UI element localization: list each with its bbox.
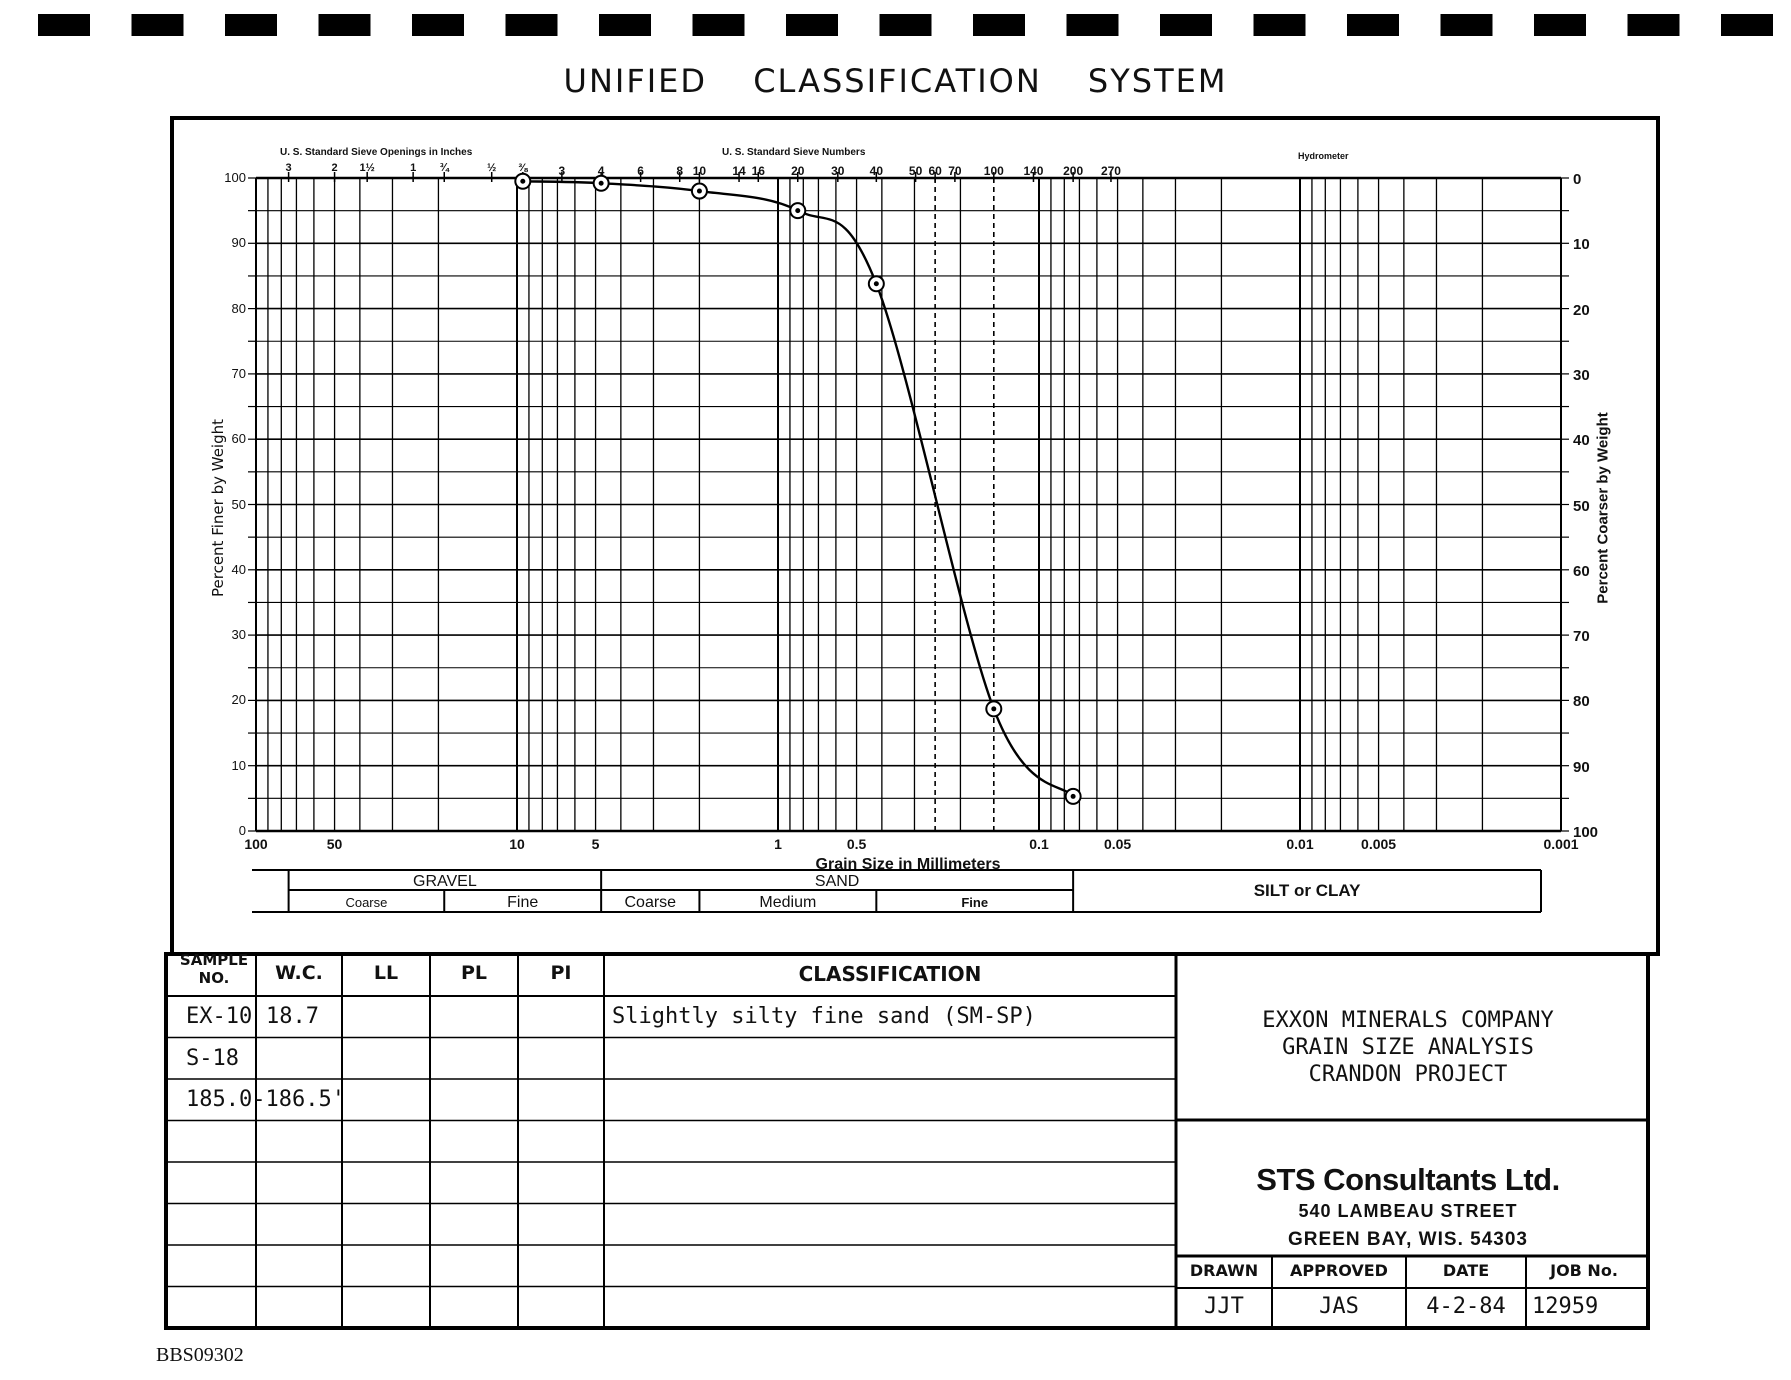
inch-sieve-label: ⅜: [518, 162, 528, 174]
header-wc: W.C.: [275, 962, 323, 984]
header-pi: PI: [550, 962, 572, 984]
inches-axis-title: U. S. Standard Sieve Openings in Inches: [280, 147, 473, 158]
y-tick-label: 60: [231, 431, 246, 447]
sieve-number-label: 100: [983, 164, 1004, 178]
drawn-value: JJT: [1204, 1294, 1244, 1319]
hydrometer-axis-title: Hydrometer: [1298, 151, 1349, 161]
gravel-fine-label: Fine: [507, 894, 539, 911]
y-right-tick-label: 20: [1573, 301, 1590, 319]
gravel-label: GRAVEL: [413, 873, 477, 890]
classification-value: Slightly silty fine sand (SM-SP): [612, 1004, 1036, 1029]
consultant-name: STS Consultants Ltd.: [1256, 1162, 1560, 1197]
x-tick-label: 5: [591, 836, 600, 852]
sieve-number-label: 50: [908, 164, 923, 178]
inch-sieve-label: 1: [410, 162, 417, 174]
x-tick-label: 0.001: [1543, 836, 1579, 852]
header-pl: PL: [460, 962, 488, 984]
sand-coarse-label: Coarse: [624, 894, 677, 911]
y-tick-label: 90: [231, 235, 246, 251]
data-point-dot: [599, 181, 604, 186]
header-ll: LL: [373, 962, 399, 984]
date-value: 4-2-84: [1426, 1294, 1506, 1319]
data-point-dot: [795, 208, 800, 213]
data-point-dot: [520, 179, 525, 184]
y-tick-label: 30: [231, 627, 246, 643]
water-content-value: 18.7: [266, 1004, 319, 1029]
sieve-number-label: 10: [692, 164, 707, 178]
sieve-number-label: 8: [676, 164, 684, 178]
inch-sieve-label: 3: [285, 162, 292, 174]
page-title: UNIFIED CLASSIFICATION SYSTEM: [563, 62, 1228, 100]
x-tick-label: 1: [774, 836, 782, 852]
inch-sieve-label: ½: [487, 162, 497, 174]
x-tick-label: 0.1: [1029, 836, 1049, 852]
y-axis-title: Percent Finer by Weight: [209, 418, 227, 598]
sieve-number-label: 40: [869, 164, 884, 178]
project-analysis: GRAIN SIZE ANALYSIS: [1282, 1035, 1534, 1060]
sand-label: SAND: [814, 873, 860, 890]
x-tick-label: 0.05: [1103, 836, 1132, 852]
header-classification: CLASSIFICATION: [798, 962, 982, 986]
sand-medium-label: Medium: [759, 894, 817, 911]
x-tick-label: 0.005: [1361, 836, 1397, 852]
document-id: BBS09302: [156, 1344, 244, 1366]
sieve-number-label: 30: [831, 164, 845, 178]
sieves-axis-title: U. S. Standard Sieve Numbers: [722, 147, 866, 158]
data-point-dot: [874, 281, 879, 286]
sieve-number-label: 70: [948, 164, 962, 178]
sieve-number-label: 3: [558, 164, 566, 178]
y-tick-label: 0: [238, 823, 246, 838]
header-drawn: DRAWN: [1189, 1261, 1259, 1280]
y-tick-label: 40: [231, 561, 246, 577]
y-right-tick-label: 100: [1573, 824, 1599, 841]
project-company: EXXON MINERALS COMPANY: [1262, 1008, 1554, 1033]
y-right-tick-label: 0: [1573, 171, 1582, 188]
y-right-tick-label: 30: [1573, 366, 1590, 384]
sieve-number-label: 20: [791, 164, 805, 178]
y-right-tick-label: 50: [1573, 497, 1590, 515]
header-sample: SAMPLE NO.: [179, 951, 249, 987]
y-tick-label: 80: [231, 300, 246, 316]
data-point-dot: [697, 189, 702, 194]
sieve-number-label: 200: [1063, 164, 1084, 178]
consultant-city: GREEN BAY, WIS. 54303: [1288, 1229, 1528, 1250]
job-value: 12959: [1532, 1294, 1599, 1319]
y-right-tick-label: 90: [1573, 758, 1590, 776]
sample-line-1: EX-10: [186, 1004, 253, 1029]
sieve-number-label: 270: [1100, 164, 1121, 178]
y-right-tick-label: 40: [1573, 432, 1590, 450]
sand-fine-label: Fine: [961, 895, 989, 910]
y-right-tick-label: 10: [1573, 236, 1590, 254]
x-tick-label: 50: [326, 836, 343, 852]
silt-clay-label: SILT or CLAY: [1253, 881, 1361, 900]
sieve-number-label: 4: [597, 164, 605, 178]
y-tick-label: 10: [231, 757, 246, 773]
sieve-number-label: 16: [751, 164, 765, 178]
consultant-street: 540 LAMBEAU STREET: [1298, 1201, 1518, 1221]
y-tick-label: 20: [231, 692, 246, 708]
y-tick-label: 50: [231, 496, 246, 512]
x-tick-label: 0.01: [1286, 836, 1314, 852]
data-point-dot: [1071, 794, 1076, 799]
inch-sieve-label: 2: [331, 162, 338, 174]
y-right-tick-label: 70: [1573, 628, 1590, 646]
y-right-tick-label: 80: [1573, 693, 1590, 711]
y-tick-label: 100: [224, 170, 246, 185]
x-tick-label: 0.5: [846, 836, 867, 852]
x-tick-label: 100: [244, 836, 268, 852]
sieve-number-label: 6: [637, 164, 644, 178]
sieve-number-label: 60: [928, 164, 942, 178]
x-tick-label: 10: [509, 836, 525, 852]
inch-sieve-label: ¾: [439, 162, 449, 174]
gravel-coarse-label: Coarse: [345, 895, 388, 910]
sample-line-2: S-18: [186, 1046, 239, 1071]
inch-sieve-label: 1½: [359, 162, 375, 174]
sieve-number-label: 14: [732, 164, 746, 178]
data-point-dot: [991, 706, 996, 711]
approved-value: JAS: [1319, 1294, 1359, 1319]
y-right-tick-label: 60: [1573, 562, 1590, 580]
sieve-number-label: 140: [1023, 164, 1044, 178]
y-tick-label: 70: [231, 365, 246, 381]
header-job: JOB No.: [1550, 1261, 1618, 1280]
x-axis-title: Grain Size in Millimeters: [815, 856, 1001, 873]
y-right-axis-title: Percent Coarser by Weight: [1594, 412, 1612, 604]
header-approved: APPROVED: [1290, 1261, 1388, 1280]
project-name: CRANDON PROJECT: [1308, 1062, 1508, 1087]
sample-line-3: 185.0-186.5': [186, 1087, 345, 1112]
header-date: DATE: [1442, 1261, 1490, 1280]
